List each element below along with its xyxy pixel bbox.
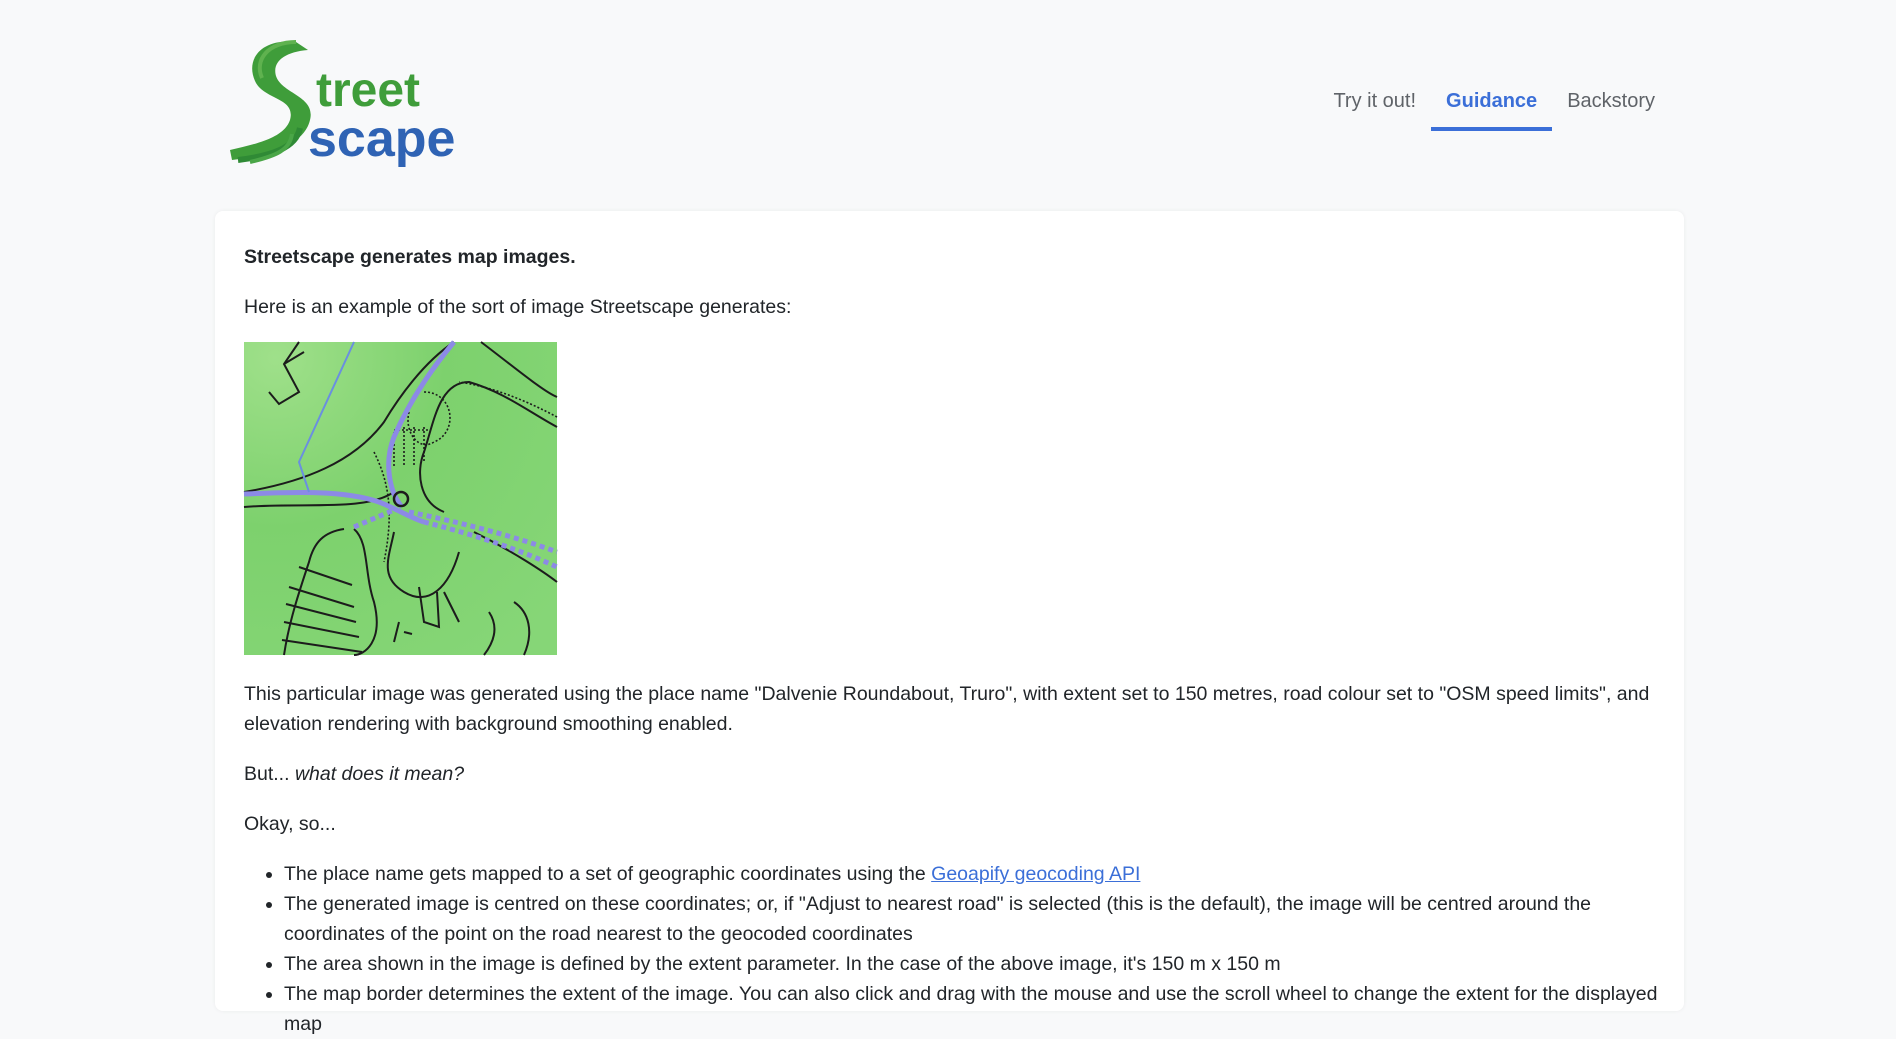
list-item: • The generated image is centred on these coordinates; or, if "Adjust to nearest road" is selected (this is the default), the image will be centred around the coordinates of the point on the road nearest to the geocoded coordinates — [284, 889, 1664, 949]
example-map-image — [244, 342, 557, 655]
description-text: This particular image was generated using the place name "Dalvenie Roundabout, Truro", with extent set to 150 metres, road colour set to "OSM speed limits", and elevation rendering with background smoothing enabled. — [244, 683, 1650, 735]
main-nav — [1318, 80, 1670, 131]
logo-text-scape: scape — [308, 110, 456, 168]
list-item — [284, 859, 1664, 889]
question-italic: what does it mean? — [294, 763, 465, 785]
bullet1-text: The place name gets mapped to a set of geographic coordinates using the — [284, 863, 932, 885]
guidance-list — [244, 859, 1664, 1039]
logo-text-street: treet — [316, 64, 421, 117]
nav-try-it-out[interactable]: Try it out! — [1333, 90, 1417, 112]
list-item: • The area shown in the image is defined by the extent parameter. In the case of the above image, it's 150 m x 150 m — [284, 949, 1664, 979]
intro-text: Here is an example of the sort of image Streetscape generates: — [244, 296, 792, 318]
question-text — [244, 759, 1664, 789]
okay-text: Okay, so... — [244, 813, 336, 835]
nav-backstory[interactable]: Backstory — [1567, 90, 1655, 112]
page-header — [0, 0, 1896, 200]
guidance-content — [244, 242, 1664, 1039]
geoapify-link[interactable]: Geoapify geocoding API — [931, 863, 1141, 885]
question-prefix: But... — [244, 763, 295, 785]
nav-guidance[interactable]: Guidance — [1431, 80, 1552, 131]
guidance-heading: Streetscape generates map images. — [244, 246, 576, 268]
streetscape-logo[interactable] — [226, 38, 456, 168]
list-item: • The map border determines the extent of the image. You can also click and drag with the mouse and use the scroll wheel to change the extent for the displayed map — [284, 979, 1664, 1039]
